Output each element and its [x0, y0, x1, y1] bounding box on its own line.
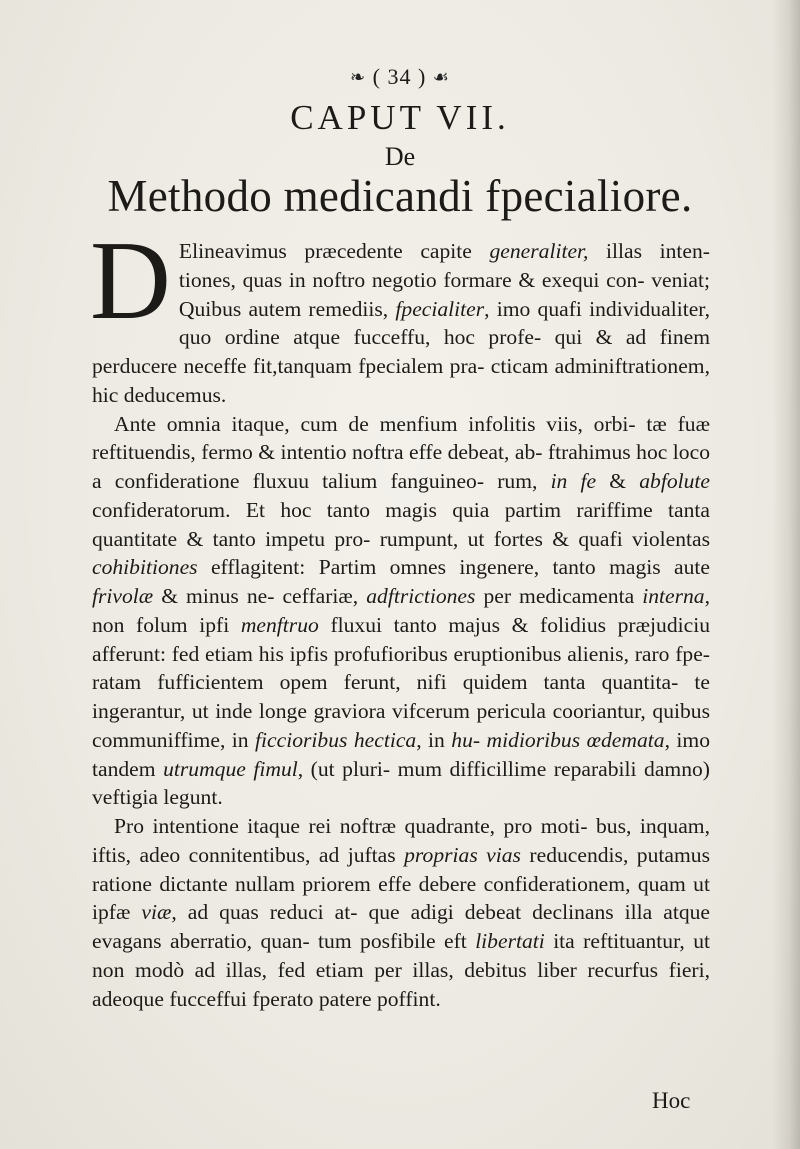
- italic-term: utrumque fimul: [163, 756, 298, 781]
- body-text: [90, 219, 711, 1013]
- text-line: ceffariæ,: [282, 584, 359, 608]
- italic-term: menftruo: [240, 612, 319, 637]
- text-line: , non folum ipfi: [92, 584, 710, 637]
- chapter-heading: CAPUT VII.: [290, 98, 510, 137]
- italic-term: libertati: [475, 929, 545, 953]
- text-line: rumpunt, ut fortes & quafi violentas: [379, 526, 710, 551]
- italic-term: viæ: [141, 900, 172, 925]
- italic-term: ficcioribus hectica: [255, 727, 417, 752]
- italic-term: adftrictiones: [366, 584, 476, 608]
- catchword: Hoc: [652, 1088, 691, 1113]
- italic-term: abfolute: [639, 469, 711, 493]
- text-line: etiam his ipfis profufioribus eruptionibus alienis, raro fpe-: [205, 641, 710, 666]
- text-line: ftrahimus hoc loco a confideratione fluxuu talium fanguineo-: [92, 440, 710, 493]
- text-line: Partim omnes ingenere, tanto magis aute: [318, 555, 711, 580]
- text-line: , imo tandem: [92, 727, 710, 781]
- ornament-left-icon: ❧: [350, 67, 367, 87]
- text-line: bus, inquam, iftis, adeo connitentibus, ad juftas: [92, 814, 710, 867]
- italic-term: interna: [642, 584, 705, 608]
- italic-term: generaliter,: [489, 239, 589, 263]
- text-line: qui & ad finem perducere neceffe fit,tanquam fpecialem pra-: [92, 325, 710, 378]
- text-line: Ante omnia itaque, cum de menfium infolitis viis, orbi-: [114, 411, 636, 436]
- text-line: tiones, quas in noftro negotio formare & exequi con-: [178, 267, 645, 292]
- chapter-title: Methodo medicandi fpecialiore.: [107, 171, 693, 221]
- text-line: fucceffui fperato patere poffint.: [169, 986, 441, 1011]
- text-line: , (ut pluri-: [297, 756, 391, 781]
- text-line: cticam adminiftrationem, hic deducemus.: [92, 354, 710, 407]
- heading-preposition: De: [384, 142, 416, 171]
- paragraph-2: [92, 410, 710, 813]
- text-line: confideratorum. Et hoc tanto magis: [92, 497, 437, 522]
- text-line: ratam fufficientem opem ferunt, nifi quidem tanta quantita-: [92, 670, 679, 695]
- text-line: & minus ne-: [161, 584, 275, 608]
- text-line: illas, fed etiam per illas, debitus liber recurfus fieri, adeoque: [92, 957, 710, 1011]
- italic-term: cohibitiones: [92, 555, 198, 580]
- text-line: que adigi debeat declinans illa atque evagans aberratio, quan-: [92, 900, 710, 953]
- text-line: Elineavimus præcedente capite: [178, 239, 472, 263]
- text-line: illas inten-: [606, 239, 710, 263]
- text-line: fluxui tanto majus & folidius præjudiciu afferunt: fed: [92, 612, 710, 666]
- paragraph-3: [92, 812, 710, 1013]
- text-line: Pro intentione itaque rei noftræ quadrante, pro moti-: [114, 814, 588, 838]
- italic-term: in fe: [550, 469, 597, 493]
- page-number: [0, 64, 800, 90]
- italic-term: midioribus œdemata: [486, 727, 665, 752]
- paragraph-1: [90, 219, 710, 410]
- text-line: te ingerantur, ut inde longe graviora vifcerum pericula: [92, 670, 711, 723]
- italic-term: proprias vias: [404, 842, 521, 867]
- text-line: tæ fuæ reftituendis, fermo & intentio noftra effe debeat, ab-: [92, 411, 710, 465]
- text-line: , in: [416, 727, 445, 752]
- ornament-right-icon: ☙: [432, 67, 450, 87]
- text-line: rum,: [497, 469, 538, 493]
- italic-term: fpecialiter: [395, 296, 485, 321]
- text-line: quia partim rariffime tanta quantitate & tanto impetu pro-: [92, 497, 710, 551]
- text-line: reducendis, putamus ratione dictante nullam priorem effe: [92, 842, 710, 896]
- drop-cap: D: [90, 219, 171, 343]
- text-line: , ad quas reduci at-: [171, 900, 358, 925]
- text-line: veniat; Quibus autem remediis,: [178, 267, 710, 321]
- text-line: efflagitent:: [210, 555, 306, 580]
- italic-term: hu-: [451, 727, 481, 752]
- page-number-text: ( 34 ): [372, 64, 427, 89]
- text-line: mum difficillime reparabili damno) veftigia legunt.: [92, 756, 710, 810]
- text-line: tum posfibile eft: [318, 929, 467, 953]
- italic-term: frivolæ: [92, 584, 154, 608]
- text-line: ita reftituantur, ut non modò ad: [92, 929, 711, 982]
- text-line: &: [609, 469, 627, 493]
- text-line: individualiter, quo ordine atque fucceffu, hoc profe-: [178, 296, 710, 350]
- text-line: per medicamenta: [483, 584, 635, 608]
- text-line: , imo quafi: [484, 296, 582, 321]
- text-line: debere confiderationem, quam ut ipfæ: [92, 871, 710, 925]
- text-line: cooriantur, quibus communiffime, in: [92, 699, 710, 752]
